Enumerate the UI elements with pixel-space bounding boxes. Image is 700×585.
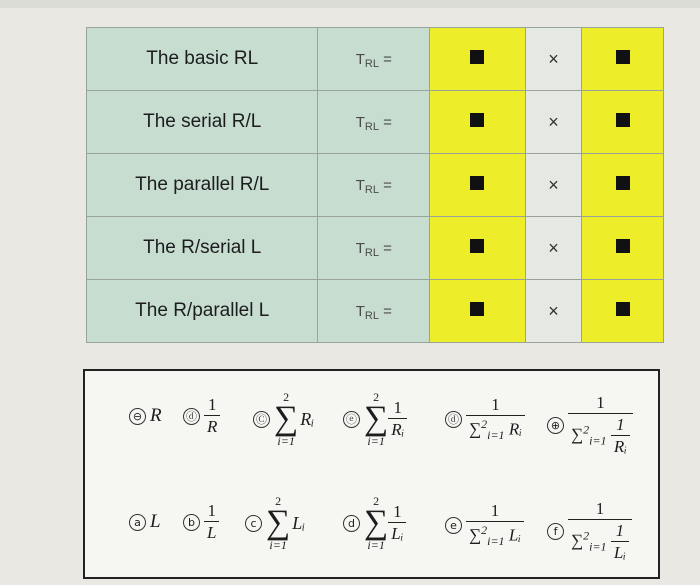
table-row [87,28,664,91]
answer-slot-2[interactable] [582,91,664,154]
table-row [87,154,664,217]
answer-slot-1[interactable] [430,154,526,217]
fraction [204,501,219,543]
numerator: 1 [207,501,216,520]
square-marker-icon [616,302,630,316]
numerator: 1 [490,501,500,520]
times-icon: × [548,174,559,195]
den-sigma: ∑ [469,525,482,545]
den-term: Lᵢ [508,525,521,545]
table-row [87,91,664,154]
time-constant-table [86,27,664,343]
equals-sign: = [383,302,392,320]
fraction [568,393,633,457]
option-c[interactable] [245,495,305,551]
option-k[interactable] [445,395,525,443]
answer-slot-1[interactable] [430,217,526,280]
circuit-name: The R/parallel L [87,280,318,343]
den-sup: 2 [583,422,590,437]
equals-sign: = [383,239,392,257]
answer-slot-2[interactable] [582,280,664,343]
inner-denominator: Rᵢ [611,435,630,457]
equals-sign: = [383,176,392,194]
fraction [466,501,524,549]
circuit-name: The R/serial L [87,217,318,280]
square-marker-icon [470,302,484,316]
numerator: 1 [393,502,402,522]
sum-upper: 2 [373,494,380,508]
inner-fraction [611,415,630,457]
sum-term: Lᵢ [292,512,306,533]
summation [274,391,298,447]
option-b[interactable] [183,501,219,543]
square-marker-icon [470,176,484,190]
den-sub: i=1 [589,433,607,448]
sum-upper: 2 [283,390,290,404]
denominator: L [204,521,219,543]
den-sigma: ∑ [469,419,482,439]
den-sub: i=1 [487,428,505,443]
square-marker-icon [470,113,484,127]
tau-subscript: RL [364,120,379,133]
table-row [87,280,664,343]
option-e[interactable] [445,501,524,549]
option-j[interactable] [343,391,407,447]
den-sub: i=1 [589,539,607,554]
option-marker: ⓔ [343,411,360,428]
option-marker: f [547,523,564,540]
sum-lower: i=1 [367,434,385,449]
sigma: ∑ [274,400,299,437]
times-icon: × [548,300,559,321]
option-l[interactable] [547,393,633,457]
sigma: ∑ [266,504,291,541]
time-constant-label [318,154,430,217]
top-divider [0,0,700,8]
option-marker: ⓓ [445,411,462,428]
times-cell [525,28,581,91]
sum-lower: i=1 [269,538,287,553]
time-constant-label [318,91,430,154]
answer-slot-1[interactable] [430,28,526,91]
den-sigma: ∑ [571,424,584,444]
den-sup: 2 [481,417,488,431]
option-h[interactable] [183,395,220,437]
answer-slot-1[interactable] [430,91,526,154]
option-marker: Ⓒ [253,411,270,428]
fraction [388,398,407,440]
numerator: 1 [491,395,500,414]
fraction [466,395,525,443]
tau-subscript: RL [364,57,379,70]
fraction [204,395,220,437]
denominator [568,519,632,563]
tau-symbol: T [355,302,365,320]
option-marker: a [129,514,146,531]
inner-fraction [611,521,629,563]
times-cell [525,154,581,217]
answer-slot-1[interactable] [430,280,526,343]
times-icon: × [548,48,559,69]
option-f[interactable] [547,499,632,563]
option-marker: ⊖ [129,408,146,425]
square-marker-icon [616,50,630,64]
fraction [388,502,406,544]
option-marker: d [343,515,360,532]
tau-subscript: RL [364,183,379,196]
sum-upper: 2 [373,390,380,404]
circuit-name: The basic RL [87,28,318,91]
equals-sign: = [383,113,392,131]
option-a[interactable] [129,511,161,533]
equals-sign: = [383,50,392,68]
times-icon: × [548,111,559,132]
tau-symbol: T [355,113,365,131]
option-value: R [150,405,162,426]
denominator: Lᵢ [388,522,406,544]
inner-denominator: Lᵢ [611,541,629,563]
tau-subscript: RL [364,246,379,259]
denominator [466,415,525,443]
sigma: ∑ [364,400,389,437]
inner-numerator: 1 [615,521,625,540]
sigma: ∑ [364,504,389,541]
sum-lower: i=1 [277,434,295,449]
circuit-name: The parallel R/L [87,154,318,217]
option-marker: ⓓ [183,408,200,425]
sum-lower: i=1 [367,538,385,553]
option-d[interactable] [343,495,406,551]
den-sub: i=1 [487,534,505,549]
numerator: 1 [393,398,403,418]
numerator: 1 [596,393,605,412]
denominator [568,413,633,457]
denominator [466,521,524,549]
square-marker-icon [616,239,630,253]
inner-numerator: 1 [616,415,625,434]
fraction [568,499,632,563]
times-cell [525,280,581,343]
tau-symbol: T [355,239,365,257]
numerator: 1 [207,395,217,414]
den-term: Rᵢ [508,419,522,439]
summation [364,391,388,447]
option-value: L [150,511,161,532]
answer-slot-2[interactable] [582,154,664,217]
tau-subscript: RL [364,309,379,322]
answer-options-panel [83,369,660,579]
square-marker-icon [470,239,484,253]
table-row [87,217,664,280]
summation [364,495,388,551]
option-marker: e [445,517,462,534]
denominator: R [204,415,220,437]
den-sup: 2 [583,528,590,543]
square-marker-icon [616,176,630,190]
option-g[interactable] [129,405,162,427]
option-marker: c [245,515,262,532]
time-constant-label [318,28,430,91]
time-constant-label [318,217,430,280]
denominator: Rᵢ [388,418,407,440]
answer-slot-2[interactable] [582,28,664,91]
square-marker-icon [470,50,484,64]
summation [266,495,290,551]
den-sigma: ∑ [571,530,584,550]
tau-symbol: T [355,176,365,194]
square-marker-icon [616,113,630,127]
circuit-name: The serial R/L [87,91,318,154]
option-marker: ⊕ [547,417,564,434]
numerator: 1 [595,499,605,518]
sum-term: Rᵢ [300,408,315,429]
times-icon: × [548,237,559,258]
den-sup: 2 [481,523,488,537]
times-cell [525,217,581,280]
answer-slot-2[interactable] [582,217,664,280]
sum-upper: 2 [275,494,282,508]
option-marker: b [183,514,200,531]
option-i[interactable] [253,391,314,447]
time-constant-label [318,280,430,343]
tau-symbol: T [355,50,365,68]
times-cell [525,91,581,154]
